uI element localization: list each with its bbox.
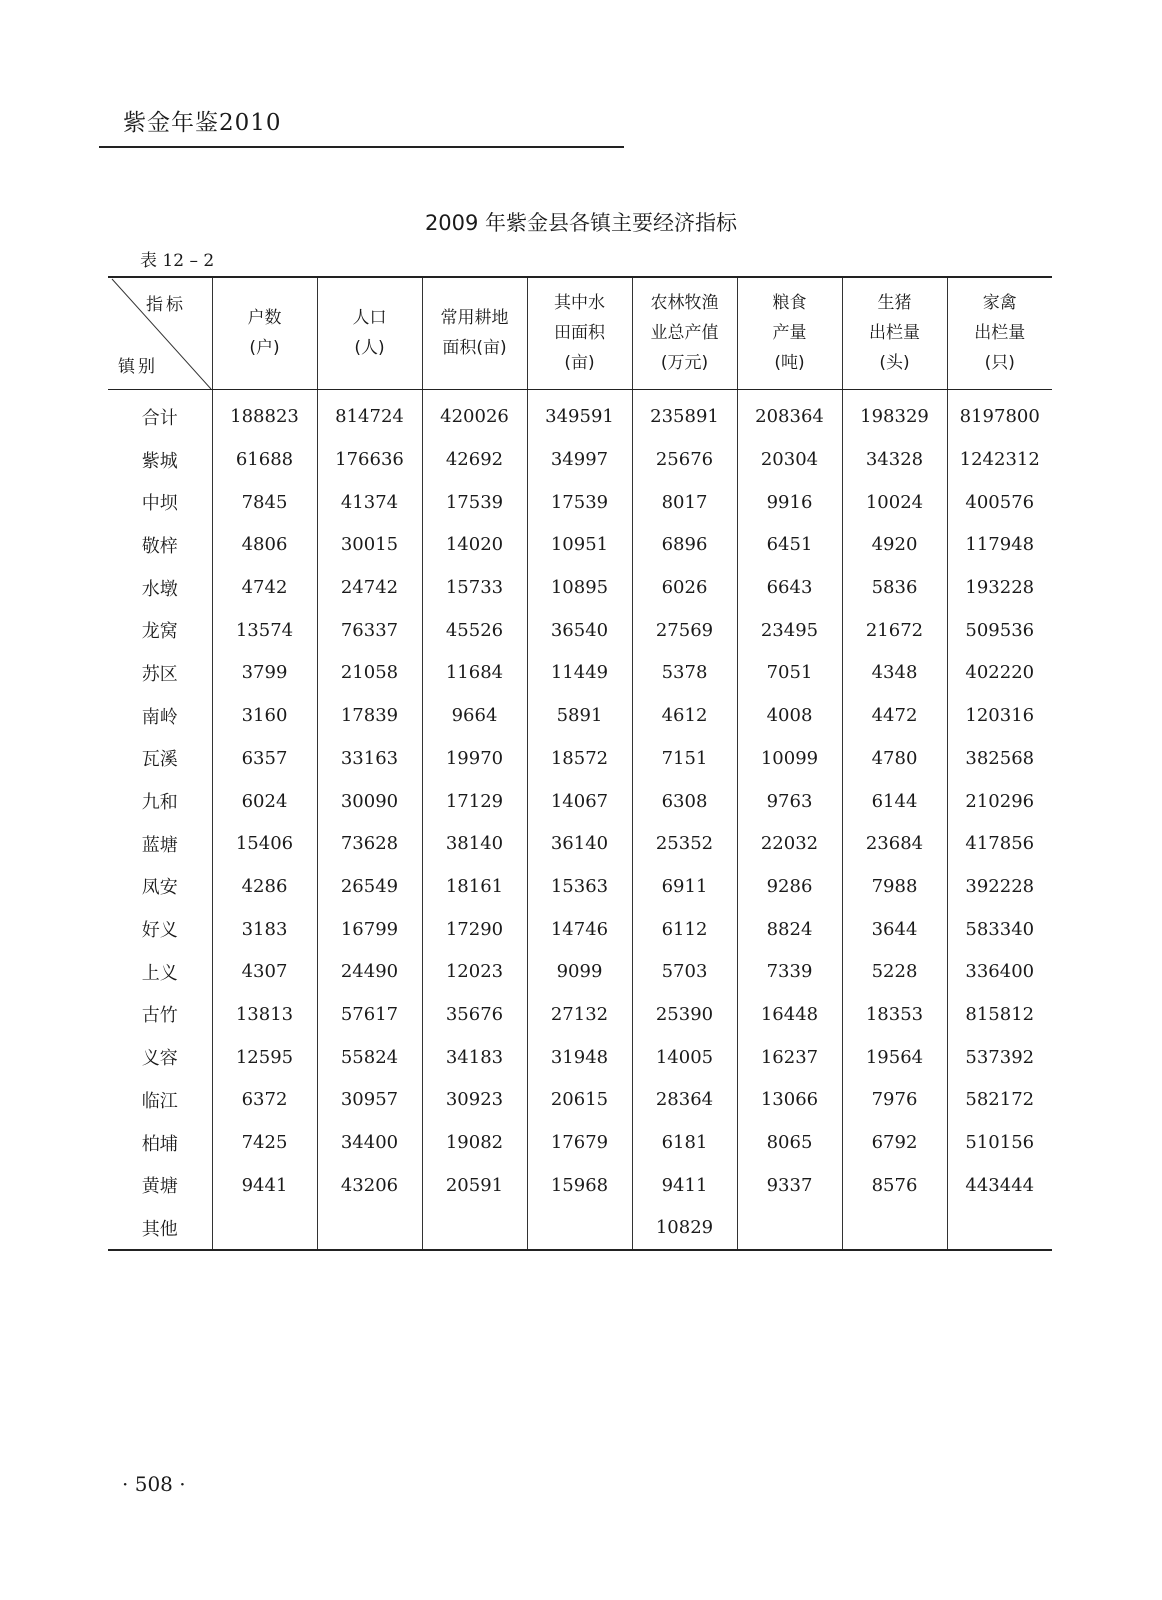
value-cell: 23495 bbox=[737, 609, 842, 652]
value-cell: 402220 bbox=[947, 652, 1052, 695]
value-cell: 17539 bbox=[527, 481, 632, 524]
value-cell: 73628 bbox=[317, 822, 422, 865]
value-cell: 23684 bbox=[842, 822, 947, 865]
value-cell: 35676 bbox=[422, 993, 527, 1036]
value-cell: 11449 bbox=[527, 652, 632, 695]
value-cell: 6372 bbox=[212, 1079, 317, 1122]
value-cell: 7976 bbox=[842, 1079, 947, 1122]
value-cell: 30015 bbox=[317, 524, 422, 567]
value-cell: 21058 bbox=[317, 652, 422, 695]
table-row bbox=[108, 694, 1052, 737]
value-cell: 57617 bbox=[317, 993, 422, 1036]
table-row bbox=[108, 822, 1052, 865]
value-cell: 12595 bbox=[212, 1036, 317, 1079]
economic-indicators-table bbox=[108, 276, 1052, 1251]
value-cell: 30957 bbox=[317, 1079, 422, 1122]
value-cell: 9286 bbox=[737, 865, 842, 908]
column-header-line: (吨) bbox=[774, 353, 805, 374]
value-cell bbox=[317, 1207, 422, 1251]
column-header-grain-output bbox=[737, 277, 842, 389]
value-cell: 28364 bbox=[632, 1079, 737, 1122]
value-cell: 117948 bbox=[947, 524, 1052, 567]
corner-town-label: 镇别 bbox=[118, 357, 158, 377]
column-header-paddy-area bbox=[527, 277, 632, 389]
page-number: · 508 · bbox=[122, 1472, 186, 1496]
table-row bbox=[108, 566, 1052, 609]
value-cell: 509536 bbox=[947, 609, 1052, 652]
value-cell: 4742 bbox=[212, 566, 317, 609]
value-cell: 349591 bbox=[527, 389, 632, 438]
table-row bbox=[108, 865, 1052, 908]
value-cell: 76337 bbox=[317, 609, 422, 652]
value-cell: 8017 bbox=[632, 481, 737, 524]
town-name-cell: 瓦溪 bbox=[141, 749, 178, 771]
value-cell bbox=[527, 1207, 632, 1251]
table-header-row bbox=[108, 277, 1052, 389]
column-header-line: 常用耕地 bbox=[440, 308, 509, 329]
table-title: 2009 年紫金县各镇主要经济指标 bbox=[424, 211, 738, 235]
table-body bbox=[108, 389, 1052, 1250]
value-cell: 27132 bbox=[527, 993, 632, 1036]
value-cell: 4612 bbox=[632, 694, 737, 737]
value-cell: 24490 bbox=[317, 950, 422, 993]
value-cell: 15406 bbox=[212, 822, 317, 865]
value-cell: 45526 bbox=[422, 609, 527, 652]
value-cell: 9099 bbox=[527, 950, 632, 993]
column-header-line: 人口 bbox=[352, 308, 387, 329]
value-cell: 25352 bbox=[632, 822, 737, 865]
town-name-cell: 九和 bbox=[141, 792, 178, 814]
value-cell: 6451 bbox=[737, 524, 842, 567]
value-cell: 17679 bbox=[527, 1121, 632, 1164]
town-name-cell: 龙窝 bbox=[141, 621, 178, 643]
value-cell: 42692 bbox=[422, 438, 527, 481]
value-cell: 36540 bbox=[527, 609, 632, 652]
value-cell: 11684 bbox=[422, 652, 527, 695]
value-cell: 6308 bbox=[632, 780, 737, 823]
value-cell: 20615 bbox=[527, 1079, 632, 1122]
value-cell: 6357 bbox=[212, 737, 317, 780]
table-row bbox=[108, 481, 1052, 524]
value-cell: 8065 bbox=[737, 1121, 842, 1164]
value-cell: 10099 bbox=[737, 737, 842, 780]
table-row bbox=[108, 1164, 1052, 1207]
town-name-cell: 合计 bbox=[141, 407, 178, 429]
column-header-line: (户) bbox=[249, 338, 280, 359]
value-cell: 6792 bbox=[842, 1121, 947, 1164]
value-cell: 30090 bbox=[317, 780, 422, 823]
town-name-cell: 义容 bbox=[141, 1048, 178, 1070]
value-cell: 13574 bbox=[212, 609, 317, 652]
value-cell: 210296 bbox=[947, 780, 1052, 823]
value-cell: 8824 bbox=[737, 908, 842, 951]
table-row bbox=[108, 1079, 1052, 1122]
value-cell: 510156 bbox=[947, 1121, 1052, 1164]
value-cell: 25676 bbox=[632, 438, 737, 481]
value-cell: 9411 bbox=[632, 1164, 737, 1207]
value-cell: 26549 bbox=[317, 865, 422, 908]
value-cell bbox=[842, 1207, 947, 1251]
value-cell: 17129 bbox=[422, 780, 527, 823]
value-cell bbox=[212, 1207, 317, 1251]
column-header-poultry bbox=[947, 277, 1052, 389]
value-cell bbox=[737, 1207, 842, 1251]
column-header-line: 田面积 bbox=[554, 323, 605, 344]
column-header-line: 农林牧渔 bbox=[650, 293, 719, 314]
value-cell: 1242312 bbox=[947, 438, 1052, 481]
column-header-population bbox=[317, 277, 422, 389]
value-cell: 25390 bbox=[632, 993, 737, 1036]
table-row bbox=[108, 389, 1052, 438]
table-row bbox=[108, 1121, 1052, 1164]
table-row bbox=[108, 609, 1052, 652]
table-row bbox=[108, 1207, 1052, 1251]
value-cell: 6911 bbox=[632, 865, 737, 908]
column-header-line: (头) bbox=[879, 353, 910, 374]
column-header-line: 户数 bbox=[247, 308, 282, 329]
value-cell: 5836 bbox=[842, 566, 947, 609]
value-cell: 14020 bbox=[422, 524, 527, 567]
value-cell: 420026 bbox=[422, 389, 527, 438]
value-cell: 34400 bbox=[317, 1121, 422, 1164]
value-cell: 14067 bbox=[527, 780, 632, 823]
value-cell: 417856 bbox=[947, 822, 1052, 865]
value-cell: 4008 bbox=[737, 694, 842, 737]
corner-header-cell bbox=[108, 277, 212, 389]
value-cell: 34183 bbox=[422, 1036, 527, 1079]
value-cell: 41374 bbox=[317, 481, 422, 524]
column-header-agri-output bbox=[632, 277, 737, 389]
value-cell: 208364 bbox=[737, 389, 842, 438]
town-name-cell: 敬梓 bbox=[141, 535, 178, 557]
value-cell: 7051 bbox=[737, 652, 842, 695]
town-name-cell: 黄塘 bbox=[141, 1176, 178, 1198]
value-cell: 6144 bbox=[842, 780, 947, 823]
value-cell bbox=[422, 1207, 527, 1251]
value-cell: 3160 bbox=[212, 694, 317, 737]
value-cell: 5228 bbox=[842, 950, 947, 993]
value-cell: 17290 bbox=[422, 908, 527, 951]
value-cell: 13813 bbox=[212, 993, 317, 1036]
value-cell: 3799 bbox=[212, 652, 317, 695]
value-cell: 3644 bbox=[842, 908, 947, 951]
value-cell: 814724 bbox=[317, 389, 422, 438]
running-head-rule bbox=[99, 146, 624, 148]
town-name-cell: 好义 bbox=[141, 920, 178, 942]
value-cell: 583340 bbox=[947, 908, 1052, 951]
value-cell: 10024 bbox=[842, 481, 947, 524]
corner-indicator-label: 指标 bbox=[146, 295, 186, 315]
column-header-hogs bbox=[842, 277, 947, 389]
value-cell bbox=[947, 1207, 1052, 1251]
value-cell: 15733 bbox=[422, 566, 527, 609]
town-name-cell: 上义 bbox=[141, 962, 178, 984]
value-cell: 4307 bbox=[212, 950, 317, 993]
value-cell: 235891 bbox=[632, 389, 737, 438]
column-header-line: (只) bbox=[984, 353, 1015, 374]
value-cell: 443444 bbox=[947, 1164, 1052, 1207]
value-cell: 4806 bbox=[212, 524, 317, 567]
value-cell: 6643 bbox=[737, 566, 842, 609]
value-cell: 336400 bbox=[947, 950, 1052, 993]
value-cell: 31948 bbox=[527, 1036, 632, 1079]
value-cell: 7151 bbox=[632, 737, 737, 780]
value-cell: 21672 bbox=[842, 609, 947, 652]
value-cell: 9441 bbox=[212, 1164, 317, 1207]
town-name-cell: 紫城 bbox=[141, 450, 178, 472]
value-cell: 10829 bbox=[632, 1207, 737, 1251]
column-header-line: 出栏量 bbox=[869, 323, 920, 344]
value-cell: 17539 bbox=[422, 481, 527, 524]
value-cell: 6181 bbox=[632, 1121, 737, 1164]
town-name-cell: 苏区 bbox=[141, 663, 178, 685]
running-head: 紫金年鉴2010 bbox=[123, 110, 282, 136]
value-cell: 7425 bbox=[212, 1121, 317, 1164]
value-cell: 36140 bbox=[527, 822, 632, 865]
town-name-cell: 其他 bbox=[108, 1207, 212, 1251]
table-row bbox=[108, 438, 1052, 481]
value-cell: 10951 bbox=[527, 524, 632, 567]
column-header-line: 出栏量 bbox=[974, 323, 1026, 344]
column-header-line: 业总产值 bbox=[650, 323, 719, 344]
value-cell: 16448 bbox=[737, 993, 842, 1036]
town-name-cell: 临江 bbox=[141, 1090, 178, 1112]
column-header-line: (人) bbox=[354, 338, 385, 359]
value-cell: 55824 bbox=[317, 1036, 422, 1079]
value-cell: 5703 bbox=[632, 950, 737, 993]
value-cell: 7845 bbox=[212, 481, 317, 524]
value-cell: 4920 bbox=[842, 524, 947, 567]
value-cell: 61688 bbox=[212, 438, 317, 481]
value-cell: 193228 bbox=[947, 566, 1052, 609]
table-row bbox=[108, 652, 1052, 695]
value-cell: 198329 bbox=[842, 389, 947, 438]
value-cell: 815812 bbox=[947, 993, 1052, 1036]
value-cell: 15968 bbox=[527, 1164, 632, 1207]
value-cell: 6896 bbox=[632, 524, 737, 567]
value-cell: 19564 bbox=[842, 1036, 947, 1079]
value-cell: 20591 bbox=[422, 1164, 527, 1207]
value-cell: 188823 bbox=[212, 389, 317, 438]
table-row bbox=[108, 737, 1052, 780]
value-cell: 18161 bbox=[422, 865, 527, 908]
table-row bbox=[108, 993, 1052, 1036]
value-cell: 16237 bbox=[737, 1036, 842, 1079]
table-row bbox=[108, 950, 1052, 993]
value-cell: 16799 bbox=[317, 908, 422, 951]
value-cell: 12023 bbox=[422, 950, 527, 993]
table-row bbox=[108, 780, 1052, 823]
value-cell: 18572 bbox=[527, 737, 632, 780]
value-cell: 14005 bbox=[632, 1036, 737, 1079]
value-cell: 43206 bbox=[317, 1164, 422, 1207]
value-cell: 20304 bbox=[737, 438, 842, 481]
value-cell: 34997 bbox=[527, 438, 632, 481]
column-header-line: (万元) bbox=[660, 353, 709, 374]
value-cell: 4286 bbox=[212, 865, 317, 908]
column-header-line: 面积(亩) bbox=[442, 338, 507, 359]
value-cell: 10895 bbox=[527, 566, 632, 609]
column-header-line: 家禽 bbox=[982, 293, 1017, 314]
column-header-households bbox=[212, 277, 317, 389]
town-name-cell: 中坝 bbox=[141, 493, 178, 515]
value-cell: 33163 bbox=[317, 737, 422, 780]
value-cell: 34328 bbox=[842, 438, 947, 481]
value-cell: 6026 bbox=[632, 566, 737, 609]
table-row bbox=[108, 908, 1052, 951]
value-cell: 582172 bbox=[947, 1079, 1052, 1122]
value-cell: 30923 bbox=[422, 1079, 527, 1122]
town-name-cell: 南岭 bbox=[141, 706, 178, 728]
value-cell: 120316 bbox=[947, 694, 1052, 737]
value-cell: 392228 bbox=[947, 865, 1052, 908]
value-cell: 4348 bbox=[842, 652, 947, 695]
column-header-line: 生猪 bbox=[877, 293, 912, 314]
value-cell: 14746 bbox=[527, 908, 632, 951]
value-cell: 7339 bbox=[737, 950, 842, 993]
value-cell: 13066 bbox=[737, 1079, 842, 1122]
value-cell: 5891 bbox=[527, 694, 632, 737]
value-cell: 382568 bbox=[947, 737, 1052, 780]
value-cell: 6024 bbox=[212, 780, 317, 823]
value-cell: 3183 bbox=[212, 908, 317, 951]
value-cell: 8576 bbox=[842, 1164, 947, 1207]
column-header-line: 粮食 bbox=[772, 293, 807, 314]
value-cell: 19082 bbox=[422, 1121, 527, 1164]
table-row bbox=[108, 524, 1052, 567]
value-cell: 537392 bbox=[947, 1036, 1052, 1079]
value-cell: 8197800 bbox=[947, 389, 1052, 438]
value-cell: 22032 bbox=[737, 822, 842, 865]
town-name-cell: 凤安 bbox=[141, 877, 178, 899]
value-cell: 24742 bbox=[317, 566, 422, 609]
value-cell: 4780 bbox=[842, 737, 947, 780]
town-name-cell: 柏埔 bbox=[141, 1133, 178, 1155]
column-header-line: 其中水 bbox=[554, 293, 605, 314]
value-cell: 9337 bbox=[737, 1164, 842, 1207]
value-cell: 176636 bbox=[317, 438, 422, 481]
town-name-cell: 蓝塘 bbox=[141, 834, 178, 856]
column-header-line: 产量 bbox=[772, 323, 807, 344]
value-cell: 9916 bbox=[737, 481, 842, 524]
value-cell: 17839 bbox=[317, 694, 422, 737]
value-cell: 5378 bbox=[632, 652, 737, 695]
value-cell: 9664 bbox=[422, 694, 527, 737]
table-row bbox=[108, 1036, 1052, 1079]
value-cell: 4472 bbox=[842, 694, 947, 737]
town-name-cell: 水墩 bbox=[141, 578, 178, 600]
value-cell: 15363 bbox=[527, 865, 632, 908]
column-header-cultivated-land bbox=[422, 277, 527, 389]
town-name-cell: 古竹 bbox=[141, 1005, 178, 1027]
value-cell: 6112 bbox=[632, 908, 737, 951]
table-number: 表 12 – 2 bbox=[140, 251, 215, 271]
value-cell: 9763 bbox=[737, 780, 842, 823]
value-cell: 19970 bbox=[422, 737, 527, 780]
value-cell: 7988 bbox=[842, 865, 947, 908]
value-cell: 400576 bbox=[947, 481, 1052, 524]
value-cell: 38140 bbox=[422, 822, 527, 865]
value-cell: 18353 bbox=[842, 993, 947, 1036]
column-header-line: (亩) bbox=[564, 353, 595, 374]
value-cell: 27569 bbox=[632, 609, 737, 652]
